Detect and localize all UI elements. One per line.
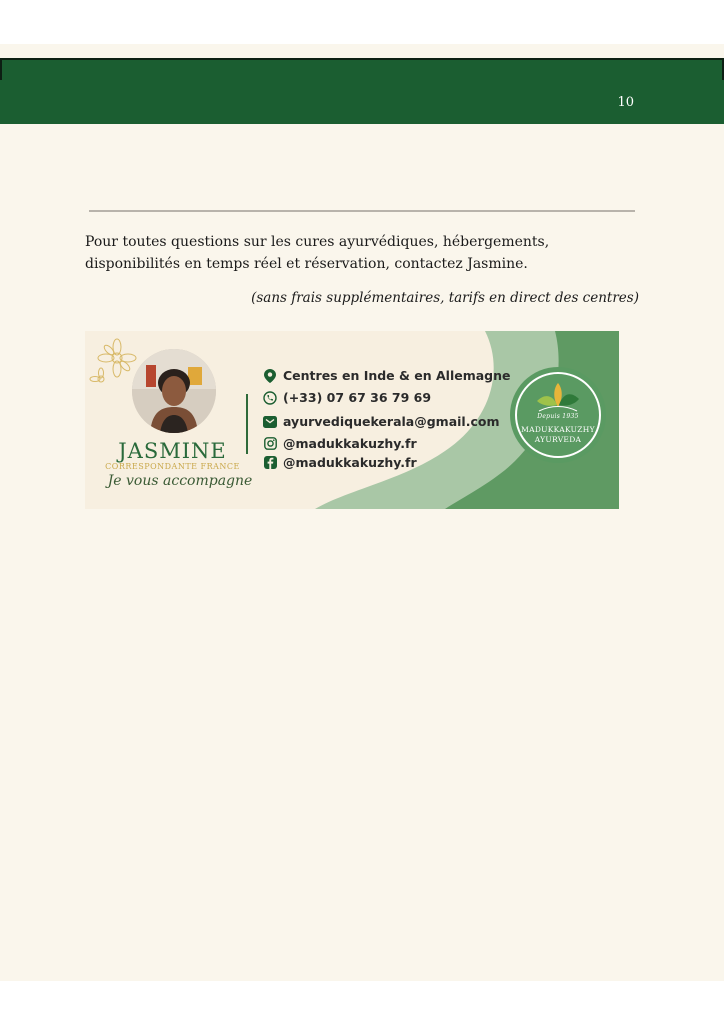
contact-row-location	[263, 368, 511, 383]
logo-name-line2: AYURVEDA	[534, 435, 582, 444]
pricing-note: (sans frais supplémentaires, tarifs en direct des centres)	[251, 290, 639, 306]
contact-instagram-text: @madukkakuzhy.fr	[283, 436, 417, 451]
profile-photo	[132, 349, 216, 433]
page-number: 10	[617, 95, 634, 110]
contact-row-phone[interactable]	[263, 390, 431, 405]
logo-name-line1: MADUKKAKUZHY	[521, 425, 595, 434]
tagline: Je vous accompagne	[107, 473, 253, 489]
page	[0, 44, 724, 981]
vertical-divider	[246, 394, 248, 454]
location-pin-icon	[263, 369, 277, 383]
contact-banner	[85, 331, 619, 509]
instagram-icon	[263, 437, 277, 451]
header-band	[0, 58, 724, 124]
contact-role: CORRESPONDANTE FRANCE	[105, 462, 240, 471]
facebook-icon	[263, 456, 277, 470]
contact-email-text: ayurvediquekerala@gmail.com	[283, 414, 500, 429]
madukkakuzhy-logo	[510, 367, 606, 463]
contact-row-email[interactable]	[263, 414, 499, 429]
header-edge-left	[0, 60, 2, 80]
contact-paragraph: Pour toutes questions sur les cures ayurvédiques, hébergements, disponibilités en temps réel et réservation, contactez Jasmine.	[85, 234, 550, 272]
contact-location-text: Centres en Inde & en Allemagne	[283, 368, 511, 383]
contact-row-instagram[interactable]	[263, 436, 417, 451]
contact-row-facebook[interactable]	[263, 455, 417, 470]
leaf-logo-icon	[533, 381, 583, 415]
email-icon	[263, 415, 277, 429]
horizontal-rule	[89, 210, 635, 212]
contact-name: JASMINE	[118, 439, 227, 463]
logo-since-text: Depuis 1935	[537, 413, 579, 420]
phone-icon	[263, 391, 277, 405]
contact-facebook-text: @madukkakuzhy.fr	[283, 455, 417, 470]
contact-phone-text: (+33) 07 67 36 79 69	[283, 390, 432, 405]
